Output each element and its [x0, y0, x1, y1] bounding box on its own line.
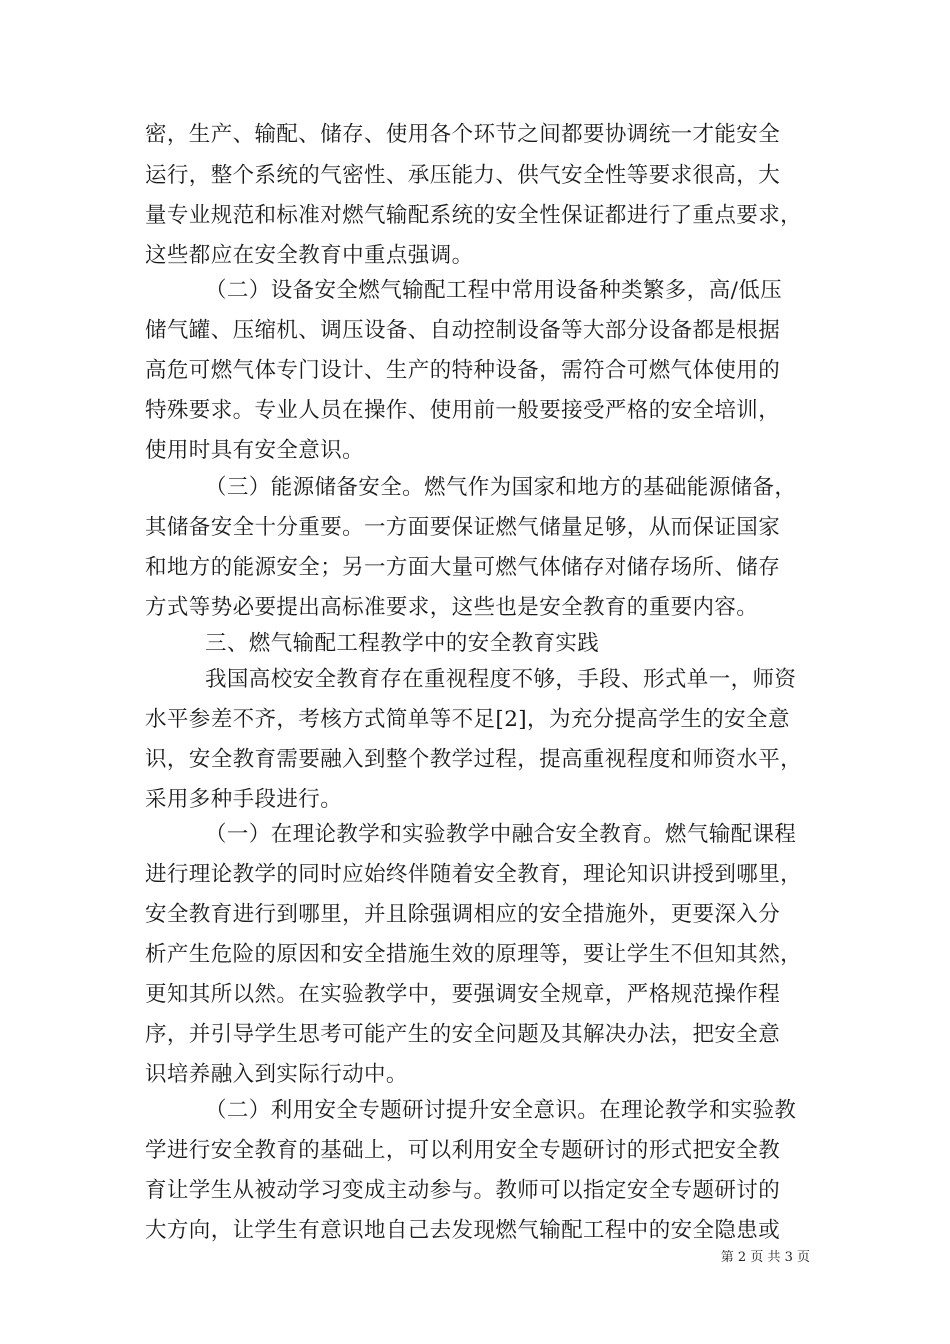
text-line: 序，并引导学生思考可能产生的安全问题及其解决办法，把安全意 [145, 1022, 781, 1047]
text-line: 育让学生从被动学习变成主动参与。教师可以指定安全专题研讨的 [145, 1178, 781, 1203]
text-line: 使用时具有安全意识。 [145, 438, 365, 463]
text-line: 和地方的能源安全；另一方面大量可燃气体储存对储存场所、储存 [145, 555, 781, 580]
section-heading: 三、燃气输配工程教学中的安全教育实践 [205, 631, 600, 656]
paragraph-start-line: （一）在理论教学和实验教学中融合安全教育。燃气输配课程 [205, 822, 797, 847]
text-line: 特殊要求。专业人员在操作、使用前一般要接受严格的安全培训， [145, 398, 781, 423]
text-line: 这些都应在安全教育中重点强调。 [145, 243, 474, 268]
text-line: 储气罐、压缩机、调压设备、自动控制设备等大部分设备都是根据 [145, 318, 781, 343]
paragraph-start-line: （三）能源储备安全。燃气作为国家和地方的基础能源储备， [205, 475, 797, 500]
text-line: 析产生危险的原因和安全措施生效的原理等，要让学生不但知其然， [145, 942, 803, 967]
text-line: 识培养融入到实际行动中。 [145, 1062, 408, 1087]
text-line: 更知其所以然。在实验教学中，要强调安全规章，严格规范操作程 [145, 982, 781, 1007]
text-line: 进行理论教学的同时应始终伴随着安全教育，理论知识讲授到哪里， [145, 862, 803, 887]
paragraph-start-line: （二）利用安全专题研讨提升安全意识。在理论教学和实验教 [205, 1098, 797, 1123]
text-line: 安全教育进行到哪里，并且除强调相应的安全措施外，更要深入分 [145, 902, 781, 927]
text-line: 水平参差不齐，考核方式简单等不足[2]，为充分提高学生的安全意 [145, 707, 790, 732]
text-line: 运行，整个系统的气密性、承压能力、供气安全性等要求很高，大 [145, 163, 781, 188]
text-line: 学进行安全教育的基础上，可以利用安全专题研讨的形式把安全教 [145, 1138, 781, 1163]
text-line: 大方向，让学生有意识地自己去发现燃气输配工程中的安全隐患或 [145, 1218, 781, 1243]
page-number-footer: 第 2 页 共 3 页 [720, 1250, 810, 1265]
text-line: 其储备安全十分重要。一方面要保证燃气储量足够，从而保证国家 [145, 515, 781, 540]
paragraph-start-line: （二）设备安全燃气输配工程中常用设备种类繁多，高/低压 [205, 278, 783, 303]
text-line: 识，安全教育需要融入到整个教学过程，提高重视程度和师资水平， [145, 747, 803, 772]
text-line: 方式等势必要提出高标准要求，这些也是安全教育的重要内容。 [145, 595, 759, 620]
text-line: 高危可燃气体专门设计、生产的特种设备，需符合可燃气体使用的 [145, 358, 781, 383]
text-line: 量专业规范和标准对燃气输配系统的安全性保证都进行了重点要求， [145, 203, 803, 228]
text-line: 采用多种手段进行。 [145, 787, 343, 812]
text-line: 密，生产、输配、储存、使用各个环节之间都要协调统一才能安全 [145, 122, 781, 147]
paragraph-start-line: 我国高校安全教育存在重视程度不够，手段、形式单一，师资 [205, 667, 797, 692]
